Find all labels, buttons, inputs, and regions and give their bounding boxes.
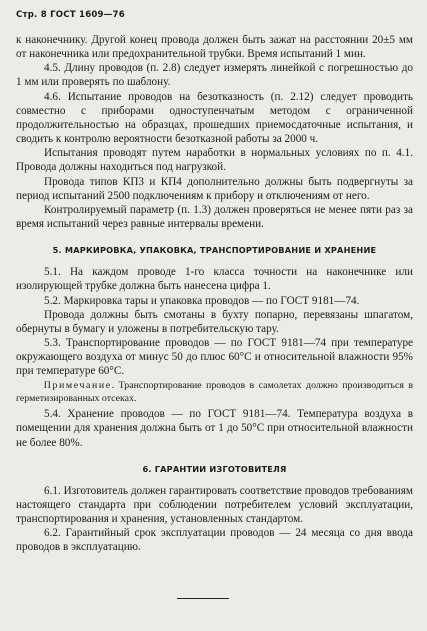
paragraph-5-2: 5.2. Маркировка тары и упаковка проводов — по ГОСТ 9181—74. <box>44 294 360 307</box>
paragraph-5-4: 5.4. Хранение проводов — по ГОСТ 9181—74. Температура воздуха в помещении для хранения должна быть от 1 до 50°С при относительной влажности не более 80%. <box>16 408 413 449</box>
paragraph-6-2: 6.2. Гарантийный срок эксплуатации проводов — 24 месяца со дня ввода проводов в эксплуатацию. <box>16 527 413 554</box>
paragraph-continuation: к наконечнику. Другой конец провода должен быть зажат на расстоянии 20±5 мм от наконечника или предохранительной трубки. Время испытаний 1 мин. <box>16 34 413 61</box>
section-5-title: 5. МАРКИРОВКА, УПАКОВКА, ТРАНСПОРТИРОВАНИЕ И ХРАНЕНИЕ <box>52 245 377 256</box>
page-header: Стр. 8 ГОСТ 1609—76 <box>16 10 125 20</box>
note-transport <box>16 380 413 405</box>
paragraph-4-6: 4.6. Испытание проводов на безотказность (п. 2.12) следует проводить совместно с приборами одноступенчатым методом с ограниченной продолжительностью на образцах, прошедших приемосдаточные испытания, и сводить к контролю вероятности безотказной работы за 2000 ч. <box>16 90 413 146</box>
paragraph-4-5: 4.5. Длину проводов (п. 2.8) следует измерять линейкой с погрешностью до 1 мм или проверять по шаблону. <box>16 62 413 89</box>
paragraph-5-3: 5.3. Транспортирование проводов — по ГОСТ 9181—74 при температуре окружающего воздуха от минус 50 до плюс 60°С и относительной влажности 95% при температуре 60°С. <box>16 336 413 378</box>
paragraph-control-param: Контролируемый параметр (п. 1.3) должен проверяться не менее пяти раз за время испытаний через равные интервалы времени. <box>16 203 413 231</box>
note-label: Примечание <box>43 380 112 392</box>
paragraph-packing: Провода должны быть смотаны в бухту попарно, перевязаны шпагатом, обернуты в бумагу и уложены в потребительскую тару. <box>16 308 413 335</box>
section-6-title: 6. ГАРАНТИИ ИЗГОТОВИТЕЛЯ <box>142 463 287 474</box>
paragraph-5-1: 5.1. На каждом проводе 1-го класса точности на наконечнике или изолирующей трубке должна быть нанесена цифра 1. <box>16 266 413 293</box>
end-divider <box>177 598 229 599</box>
paragraph-kp3-kp4: Провода типов КП3 и КП4 дополнительно должны быть подвергнуты за период испытаний 2500 подключениям к прибору и отключениям от него. <box>16 175 413 202</box>
paragraph-load-test: Испытания проводят путем наработки в нормальных условиях по п. 4.1. Провода должны находиться под нагрузкой. <box>16 147 413 174</box>
note-text: . Транспортирование проводов в самолетах должно производиться в герметизированных отсеках. <box>16 380 413 404</box>
paragraph-6-1: 6.1. Изготовитель должен гарантировать соответствие проводов требованиям настоящего стандарта при соблюдении потребителем условий эксплуатации, транспортирования и хранения, установленных стандартом. <box>16 484 413 526</box>
